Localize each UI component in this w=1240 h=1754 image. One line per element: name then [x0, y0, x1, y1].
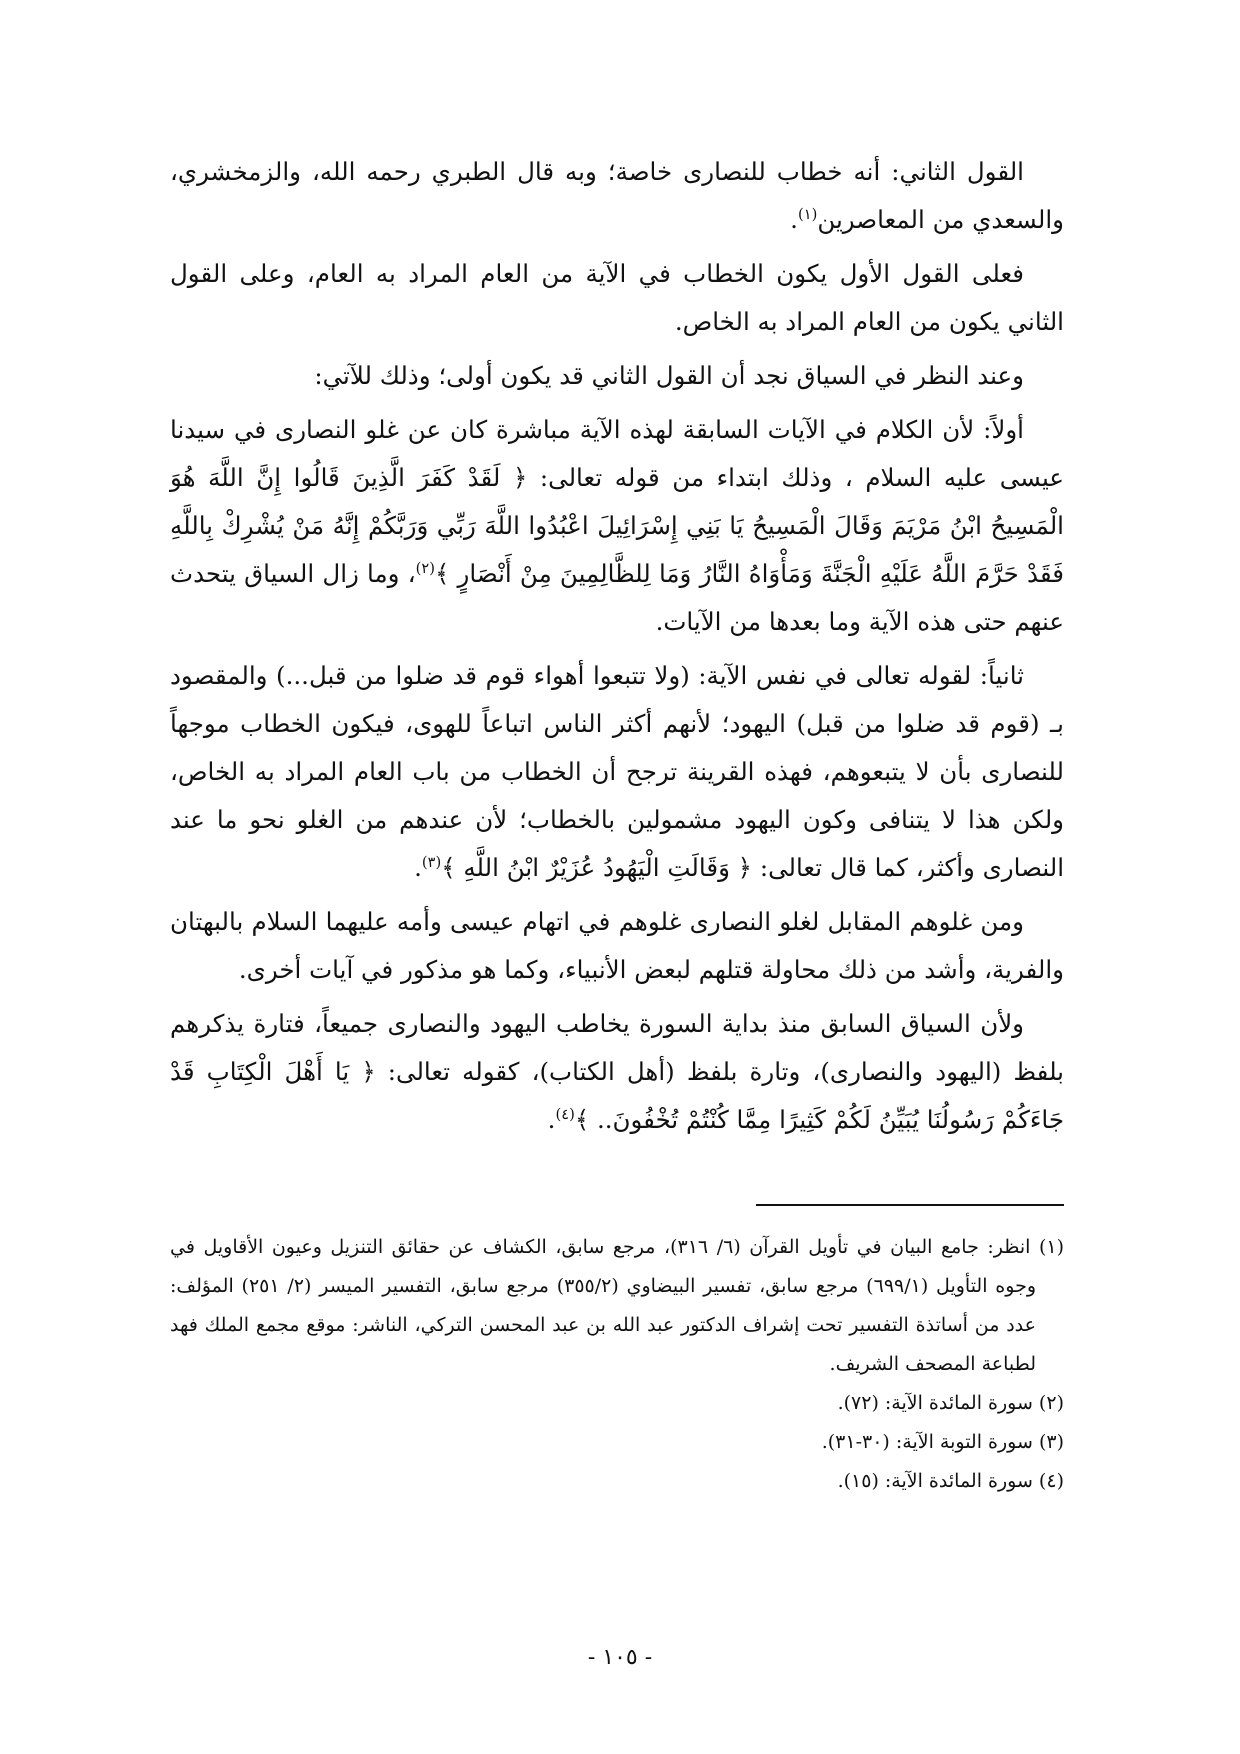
paragraph-text: أولاً: لأن الكلام في الآيات السابقة لهذه الآية مباشرة كان عن غلو النصارى في سيدنا عيسى عليه السلام ، وذلك ابتداء من قوله تعالى: ﴿ لَقَدْ كَفَرَ الَّذِينَ قَالُوا إِنَّ اللَّهَ هُوَ الْمَسِيحُ ابْنُ مَرْيَمَ وَقَالَ الْمَسِيحُ يَا بَنِي إِسْرَائِيلَ اعْبُدُوا اللَّهَ رَبِّي وَرَبَّكُمْ إِنَّهُ مَنْ يُشْرِكْ بِاللَّهِ فَقَدْ حَرَّمَ اللَّهُ عَلَيْهِ الْجَنَّةَ وَمَأْوَاهُ النَّارُ وَمَا لِلظَّالِمِينَ مِنْ أَنْصَارٍ ﴾ [170, 415, 1064, 588]
paragraph-tail: . [790, 205, 798, 234]
paragraph-2 [170, 250, 1064, 346]
paragraph-text: ومن غلوهم المقابل لغلو النصارى غلوهم في اتهام عيسى وأمه عليهما السلام بالبهتان والفرية، وأشد من ذلك محاولة قتلهم لبعض الأنبياء، وكما هو مذكور في آيات أخرى. [170, 907, 1064, 984]
footnote-ref-2: (٢) [415, 559, 435, 577]
paragraph-tail: ، وما زال السياق يتحدث عنهم حتى هذه الآية وما بعدها من الآيات. [170, 559, 1064, 636]
paragraph-tail: . [547, 1105, 556, 1134]
paragraph-text: فعلى القول الأول يكون الخطاب في الآية من العام المراد به العام، وعلى القول الثاني يكون من العام المراد به الخاص. [170, 259, 1064, 336]
footnote-3: (٣) سورة التوبة الآية: (٣٠-٣١). [821, 1431, 1064, 1453]
footnote-2: (٢) سورة المائدة الآية: (٧٢). [837, 1392, 1064, 1414]
document-body [170, 148, 1064, 1150]
paragraph-tail: . [414, 853, 422, 882]
footnote-ref-3: (٣) [421, 853, 442, 871]
paragraph-3 [170, 352, 1064, 400]
footnote-ref-1: (١) [797, 205, 818, 223]
paragraph-text: القول الثاني: أنه خطاب للنصارى خاصة؛ وبه قال الطبري رحمه الله، والزمخشري، والسعدي من المعاصرين [170, 157, 1064, 234]
page-number: - ١٠٥ - [587, 1645, 653, 1670]
footnote-1: (١) انظر: جامع البيان في تأويل القرآن (٦/ ٣١٦)، مرجع سابق، الكشاف عن حقائق التنزيل وعيون الأقاويل في وجوه التأويل (٦٩٩/١) مرجع سابق، تفسير البيضاوي (٣٥٥/٢) مرجع سابق، التفسير الميسر (٢/ ٢٥١) المؤلف: عدد من أساتذة التفسير تحت إشراف الدكتور عبد الله بن عبد المحسن التركي، الناشر: موقع مجمع الملك فهد لطباعة المصحف الشريف. [170, 1236, 1064, 1375]
footnote-ref-4: (٤) [555, 1105, 575, 1123]
paragraph-5 [170, 652, 1064, 892]
paragraph-text: ثانياً: لقوله تعالى في نفس الآية: (ولا تتبعوا أهواء قوم قد ضلوا من قبل...) والمقصود بـ (قوم قد ضلوا من قبل) اليهود؛ لأنهم أكثر الناس اتباعاً للهوى، فيكون الخطاب موجهاً للنصارى بأن لا يتبعوهم، فهذه القرينة ترجح أن الخطاب من باب العام المراد به الخاص، ولكن هذا لا يتنافى وكون اليهود مشمولين بالخطاب؛ لأن عندهم من الغلو نحو ما عند النصارى وأكثر، كما قال تعالى: ﴿ وَقَالَتِ الْيَهُودُ عُزَيْرٌ ابْنُ اللَّهِ ﴾ [170, 661, 1064, 882]
footnote-4: (٤) سورة المائدة الآية: (١٥). [837, 1470, 1064, 1492]
footnote-divider [756, 1204, 1064, 1206]
paragraph-text: ولأن السياق السابق منذ بداية السورة يخاطب اليهود والنصارى جميعاً، فتارة يذكرهم بلفظ (اليهود والنصارى)، وتارة بلفظ (أهل الكتاب)، كقوله تعالى: ﴿ يَا أَهْلَ الْكِتَابِ قَدْ جَاءَكُمْ رَسُولُنَا يُبَيِّنُ لَكُمْ كَثِيرًا مِمَّا كُنْتُمْ تُخْفُونَ.. ﴾ [170, 1009, 1064, 1134]
footnotes [170, 1228, 1064, 1501]
paragraph-7 [170, 1000, 1064, 1144]
paragraph-text: وعند النظر في السياق نجد أن القول الثاني قد يكون أولى؛ وذلك للآتي: [314, 361, 1024, 390]
paragraph-4 [170, 406, 1064, 646]
paragraph-1 [170, 148, 1064, 244]
paragraph-6 [170, 898, 1064, 994]
